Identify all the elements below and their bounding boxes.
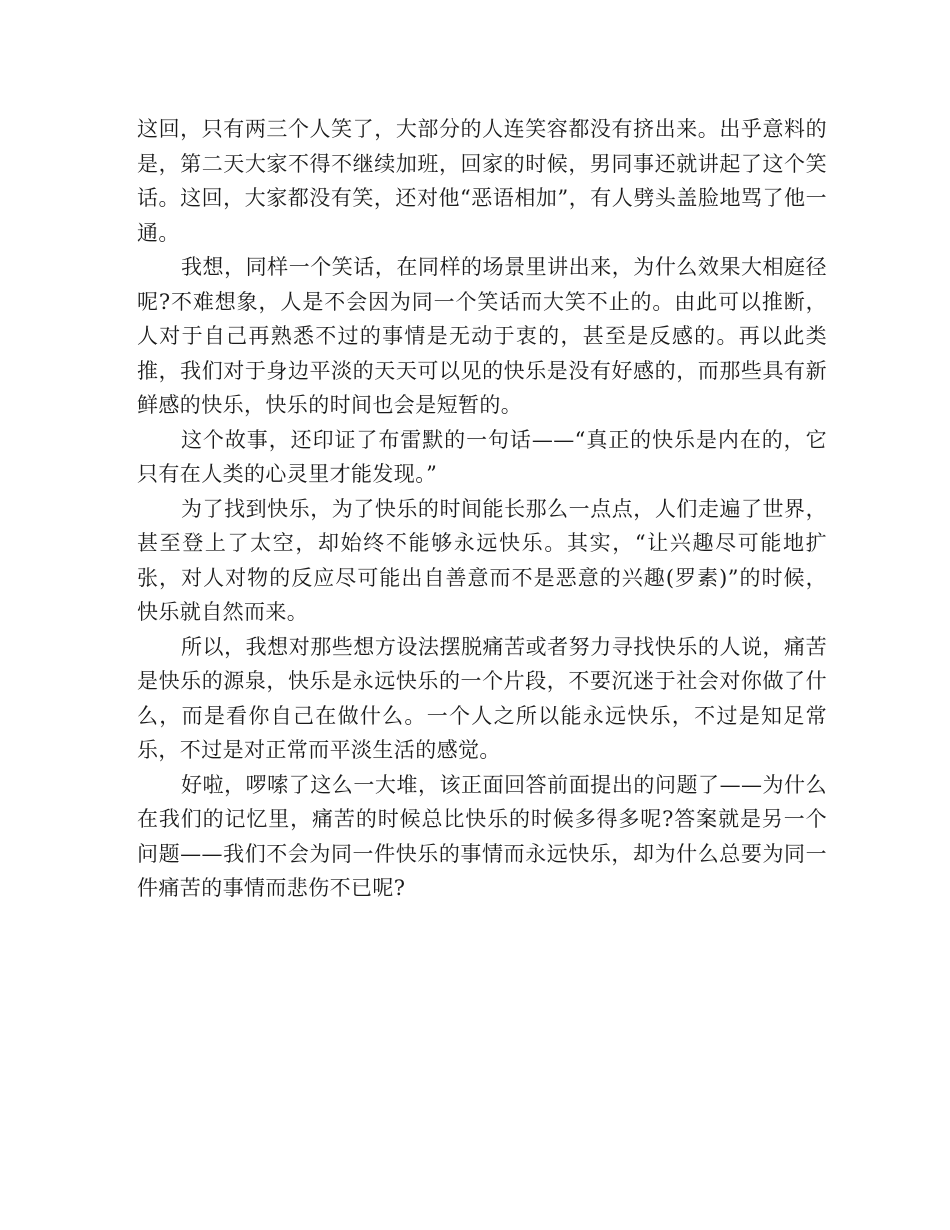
document-body [137,112,827,906]
paragraph-1: 这回，只有两三个人笑了，大部分的人连笑容都没有挤出来。出乎意料的是，第二天大家不得不继续加班，回家的时候，男同事还就讲起了这个笑话。这回，大家都没有笑，还对他“恶语相加”，有人劈头盖脸地骂了他一通。 [137,117,827,245]
paragraph-5: 所以，我想对那些想方设法摆脱痛苦或者努力寻找快乐的人说，痛苦是快乐的源泉，快乐是永远快乐的一个片段，不要沉迷于社会对你做了什么，而是看你自己在做什么。一个人之所以能永远快乐，不过是知足常乐，不过是对正常而平淡生活的感觉。 [137,634,827,762]
paragraph-6: 好啦，啰嗦了这么一大堆，该正面回答前面提出的问题了——为什么在我们的记忆里，痛苦的时候总比快乐的时候多得多呢?答案就是另一个问题——我们不会为同一件快乐的事情而永远快乐，却为什么总要为同一件痛苦的事情而悲伤不已呢? [137,772,827,900]
paragraph-4: 为了找到快乐，为了快乐的时间能长那么一点点，人们走遍了世界，甚至登上了太空，却始终不能够永远快乐。其实，“让兴趣尽可能地扩张，对人对物的反应尽可能出自善意而不是恶意的兴趣(罗素)”的时候，快乐就自然而来。 [137,496,827,624]
paragraph-2: 我想，同样一个笑话，在同样的场景里讲出来，为什么效果大相庭径呢?不难想象，人是不会因为同一个笑话而大笑不止的。由此可以推断，人对于自己再熟悉不过的事情是无动于衷的，甚至是反感的。再以此类推，我们对于身边平淡的天天可以见的快乐是没有好感的，而那些具有新鲜感的快乐，快乐的时间也会是短暂的。 [137,255,827,417]
paragraph-3: 这个故事，还印证了布雷默的一句话——“真正的快乐是内在的，它只有在人类的心灵里才能发现。” [137,427,827,486]
